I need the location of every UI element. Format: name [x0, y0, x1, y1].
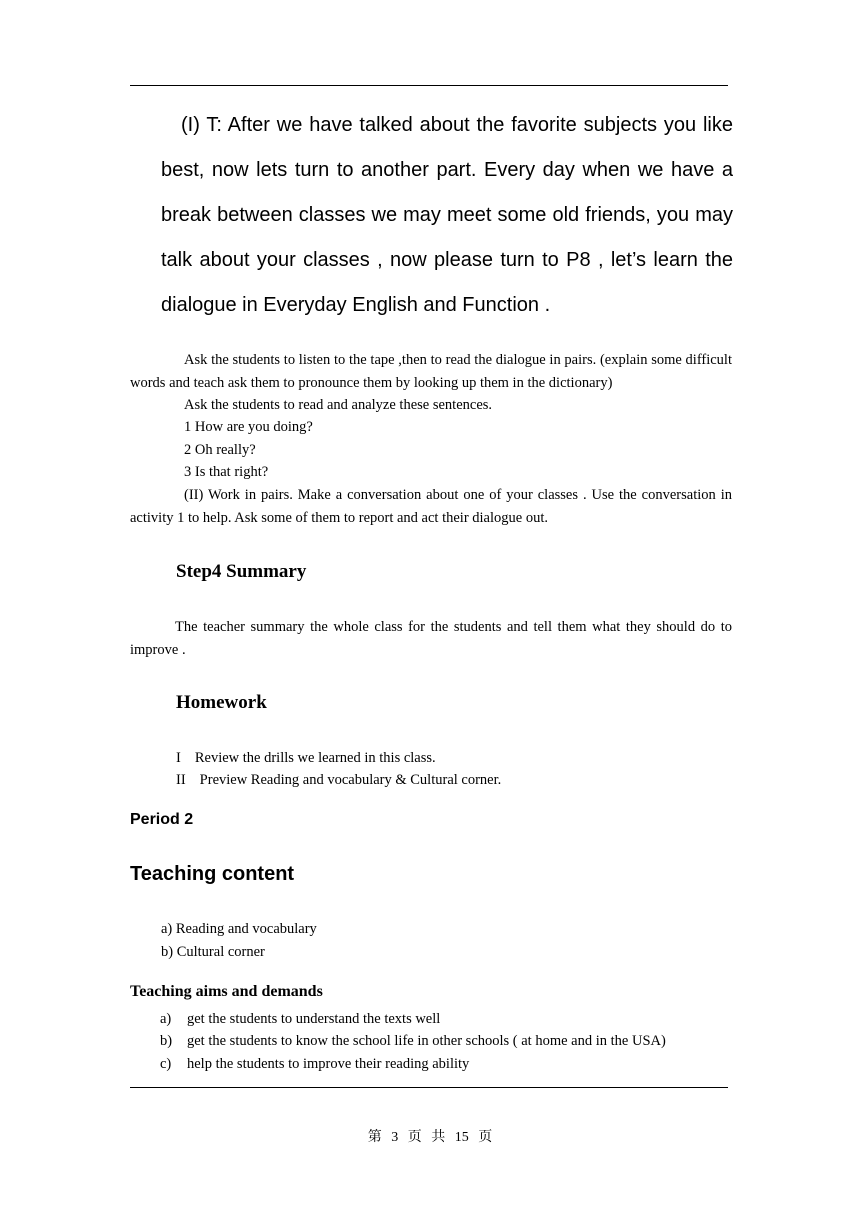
pair-work-paragraph: (II) Work in pairs. Make a conversation about one of your classes . Use the conversation in activity 1 to help. Ask some of them to report and act their dialogue out.	[130, 487, 732, 526]
content-heading: Teaching content	[130, 863, 295, 885]
aims-item-3	[160, 1053, 469, 1076]
page-footer	[0, 1126, 860, 1146]
ask-analyze-line: Ask the students to read and analyze these sentences.	[184, 397, 493, 413]
footer-rule	[130, 1087, 728, 1088]
ask-listen-paragraph: Ask the students to listen to the tape ,then to read the dialogue in pairs. (explain some difficult words and teach ask them to pronounce them by looking up them in the dictionary)	[130, 352, 732, 391]
header-rule	[130, 85, 728, 86]
aims-item-text: get the students to know the school life in other schools ( at home and in the USA)	[187, 1033, 666, 1049]
aims-item-text: get the students to understand the texts well	[187, 1011, 441, 1027]
homework-item-number: II	[176, 772, 186, 788]
sentence-3: 3 Is that right?	[184, 464, 269, 480]
summary-paragraph: The teacher summary the whole class for the students and tell them what they should do to improve .	[130, 619, 732, 658]
page-number: 3	[391, 1130, 399, 1145]
aims-item-label: a)	[160, 1011, 172, 1027]
homework-item-2	[176, 769, 501, 792]
homework-item-text: Preview Reading and vocabulary & Cultural corner.	[199, 772, 502, 788]
aims-item-text: help the students to improve their reading ability	[187, 1056, 470, 1072]
homework-heading: Homework	[176, 692, 267, 713]
aims-item-label: b)	[160, 1033, 173, 1049]
footer-prefix: 第	[367, 1130, 382, 1145]
page-total: 15	[454, 1130, 469, 1145]
sentence-1: 1 How are you doing?	[184, 419, 313, 435]
footer-middle: 页 共	[407, 1130, 446, 1145]
aims-item-2	[160, 1030, 666, 1053]
aims-heading: Teaching aims and demands	[130, 983, 323, 1000]
content-item-2: b) Cultural corner	[161, 944, 265, 960]
sentence-2: 2 Oh really?	[184, 442, 256, 458]
aims-item-1	[160, 1008, 440, 1031]
footer-suffix: 页	[478, 1130, 493, 1145]
summary-heading: Step4 Summary	[176, 561, 307, 582]
homework-item-1	[176, 747, 436, 770]
aims-item-label: c)	[160, 1056, 172, 1072]
homework-item-text: Review the drills we learned in this class.	[194, 750, 436, 766]
intro-paragraph: (I) T: After we have talked about the favorite subjects you like best, now lets turn to another part. Every day when we have a break between classes we may meet some old friends, you may talk about your classes , now please turn to P8 , let’s learn the dialogue in Everyday English and Function .	[161, 114, 733, 316]
period-heading: Period 2	[130, 811, 194, 828]
content-item-1: a) Reading and vocabulary	[161, 921, 317, 937]
homework-item-number: I	[176, 750, 181, 766]
